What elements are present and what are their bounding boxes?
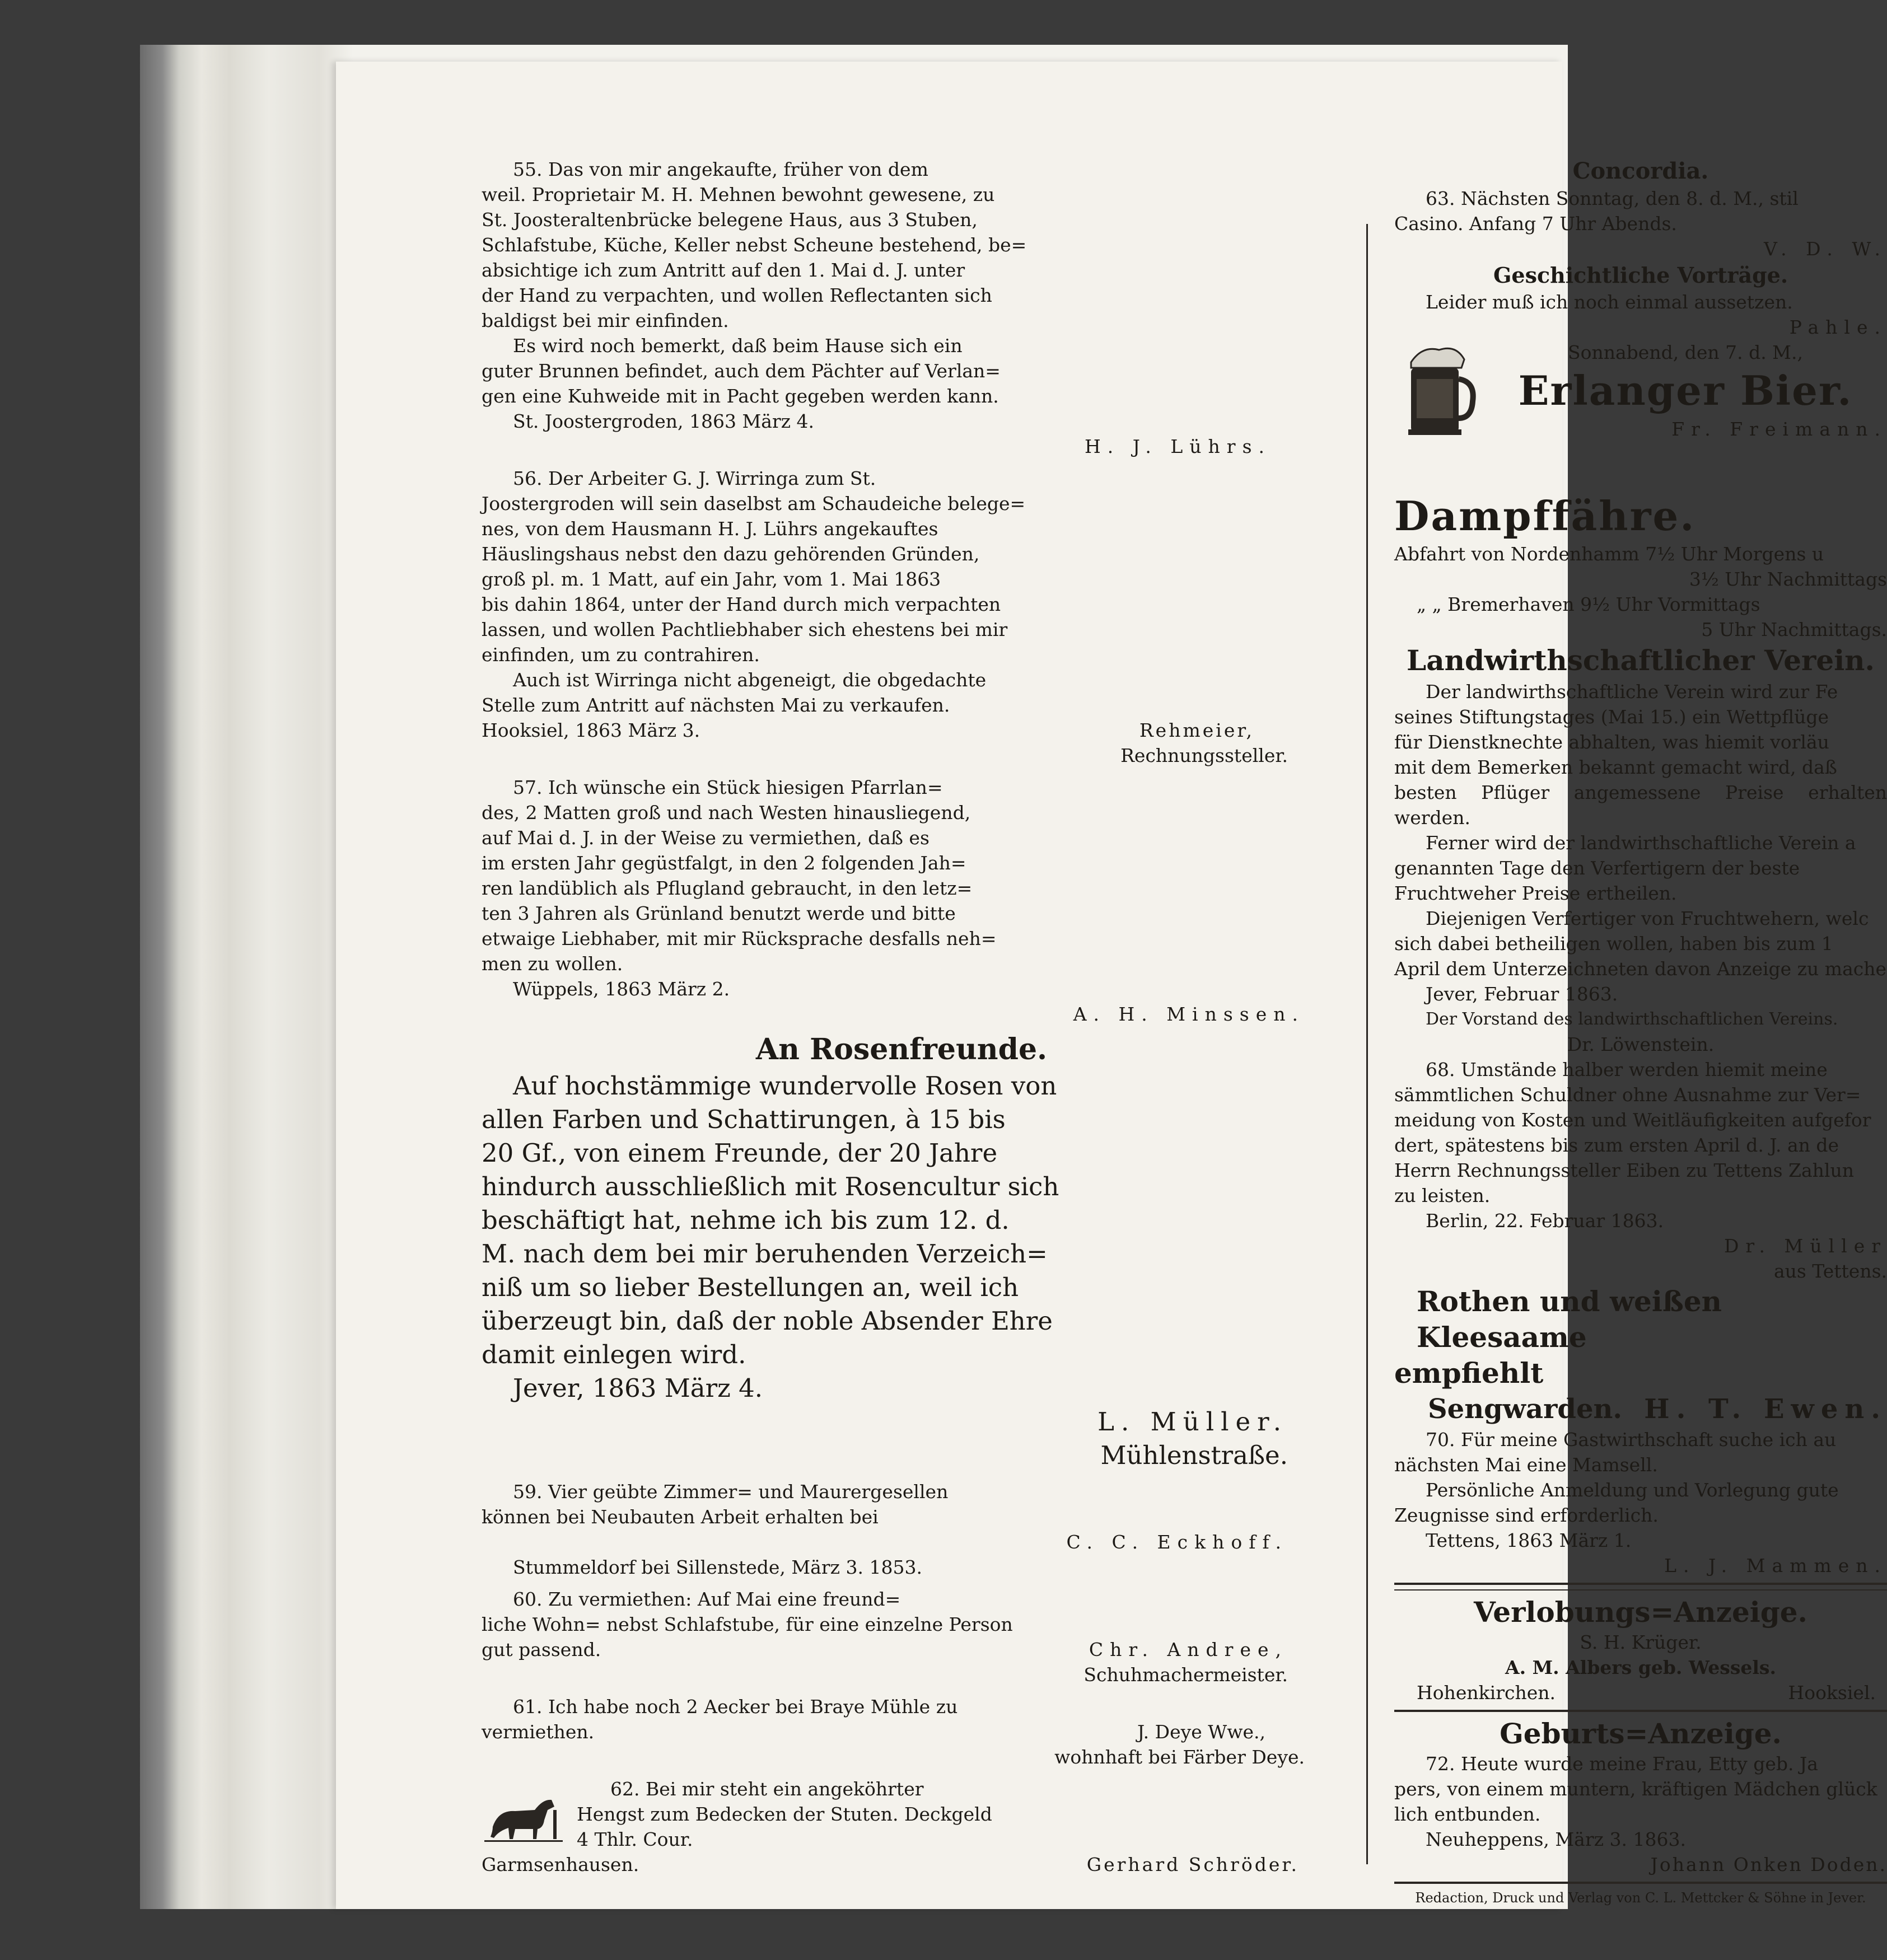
text-line: niß um so lieber Bestellungen an, weil ich (482, 1273, 1019, 1302)
right-column (1394, 157, 1887, 1907)
text-line: bis dahin 1864, unter der Hand durch mich verpachten (482, 593, 1001, 615)
ad-bier (1394, 340, 1887, 491)
text-line: können bei Neubauten Arbeit erhalten bei (482, 1506, 879, 1528)
divider-rule (1394, 1882, 1887, 1884)
text-line: Joostergroden will sein daselbst am Schaudeiche belege= (482, 493, 1026, 514)
ad-61 (482, 1694, 1321, 1770)
ad-56 (482, 466, 1321, 768)
ad-roses (482, 1069, 1321, 1472)
ad-59 (482, 1479, 1321, 1580)
place-date: Jever, Februar 1863. (1426, 983, 1618, 1005)
text-line: Hengst zum Bedecken der Stuten. Deckgeld (577, 1803, 992, 1825)
text-line: absichtige ich zum Antritt auf den 1. Mai d. J. unter (482, 259, 965, 281)
text-line: Häuslingshaus nebst den dazu gehörenden Gründen, (482, 543, 980, 565)
ad-72 (1394, 1751, 1887, 1877)
newspaper-page (336, 62, 1887, 1909)
text-line: Fruchtweher Preise ertheilen. (1394, 882, 1677, 904)
column-divider (1366, 224, 1368, 1864)
geburt-heading: Geburts=Anzeige. (1500, 1717, 1782, 1750)
signature: Johann Onken Doden. (1650, 1854, 1887, 1875)
text-line: 57. Ich wünsche ein Stück hiesigen Pfarrlan= (513, 776, 943, 798)
text-line: weil. Proprietair M. H. Mehnen bewohnt gewesene, zu (482, 184, 995, 205)
text-line: 56. Der Arbeiter G. J. Wirringa zum St. (513, 467, 876, 489)
ad-verein (1394, 679, 1887, 1057)
divider-rule (1394, 1589, 1887, 1591)
text-line: meidung von Kosten und Weitläufigkeiten aufgefor (1394, 1109, 1871, 1131)
text-line: April dem Unterzeichneten davon Anzeige zu mache (1394, 958, 1887, 980)
text-line: baldigst bei mir einfinden. (482, 310, 729, 331)
horse-icon (482, 1788, 566, 1844)
text-line: 4 Thlr. Cour. (577, 1828, 693, 1850)
vortraege-heading: Geschichtliche Vorträge. (1493, 263, 1788, 288)
text-line: Wüppels, 1863 März 2. (513, 978, 730, 1000)
verein-heading: Landwirthschaftlicher Verein. (1407, 644, 1875, 677)
text-line: St. Joostergroden, 1863 März 4. (513, 410, 815, 432)
text-line: liche Wohn= nebst Schlafstube, für eine einzelne Person (482, 1613, 1013, 1635)
text-line: überzeugt bin, daß der noble Absender Ehre (482, 1306, 1053, 1336)
place-date: Neuheppens, März 3. 1863. (1426, 1828, 1686, 1850)
signature-title: Mühlenstraße. (1100, 1440, 1288, 1470)
verlobung-heading: Verlobungs=Anzeige. (1474, 1596, 1807, 1629)
text-line: lassen, und wollen Pachtliebhaber sich ehestens bei mir (482, 619, 1008, 640)
ad-62 (482, 1776, 1321, 1877)
place-date: Tettens, 1863 März 1. (1426, 1529, 1632, 1551)
text-line: für Dienstknechte abhalten, was hiemit vorläu (1394, 731, 1829, 753)
text-line: sämmtlichen Schuldner ohne Ausnahme zur Ver= (1394, 1084, 1861, 1106)
ad-57 (482, 775, 1321, 1027)
text-line: vermiethen. (482, 1721, 595, 1743)
roses-heading: An Rosenfreunde. (755, 1032, 1048, 1066)
signature: Gerhard Schröder. (1086, 1854, 1299, 1875)
text-line: St. Joosteraltenbrücke belegene Haus, aus 3 Stuben, (482, 209, 978, 231)
text-line: seines Stiftungstages (Mai 15.) ein Wettpflüge (1394, 706, 1829, 728)
text-line: hindurch ausschließlich mit Rosencultur sich (482, 1172, 1059, 1201)
imprint: Redaction, Druck und Verlag von C. L. Mettcker & Söhne in Jever. (1415, 1890, 1866, 1906)
text-line: genannten Tage den Verfertigern der beste (1394, 857, 1800, 879)
signature: J. Deye Wwe., (1137, 1721, 1265, 1743)
faehre-heading: Dampffähre. (1394, 492, 1696, 540)
place-date: Berlin, 22. Februar 1863. (1426, 1210, 1664, 1232)
text-line: 70. Für meine Gastwirthschaft suche ich au (1426, 1429, 1837, 1451)
text-line: 62. Bei mir steht ein angeköhrter (610, 1778, 924, 1800)
signature-name: Dr. Löwenstein. (1567, 1033, 1715, 1055)
text-line: allen Farben und Schattirungen, à 15 bis (482, 1105, 1006, 1134)
text-line: men zu wollen. (482, 953, 623, 975)
ad-vortraege (1394, 289, 1887, 340)
ad-55 (482, 157, 1321, 459)
text-line: nes, von dem Hausmann H. J. Lührs angekauftes (482, 518, 938, 540)
klee-heading-2: empfiehlt (1394, 1356, 1544, 1390)
text-line: mit dem Bemerken bekannt gemacht wird, daß (1394, 756, 1837, 778)
text-line: „ „ Bremerhaven 9½ Uhr Vormittags (1417, 593, 1760, 615)
text-line: 20 Gf., von einem Freunde, der 20 Jahre (482, 1138, 998, 1168)
text-line: 3½ Uhr Nachmittags (1689, 568, 1887, 590)
signature-title: Schuhmachermeister. (1083, 1664, 1288, 1686)
signature: Dr. Müller (1723, 1235, 1887, 1257)
text-line: M. nach dem bei mir beruhenden Verzeich= (482, 1239, 1048, 1269)
text-line: ren landüblich als Pflugland gebraucht, in den letz= (482, 877, 973, 899)
text-line: groß pl. m. 1 Matt, auf ein Jahr, vom 1. Mai 1863 (482, 568, 941, 590)
ad-68 (1394, 1057, 1887, 1284)
text-line: dert, spätestens bis zum ersten April d. J. an de (1394, 1134, 1839, 1156)
place: Garmsenhausen. (482, 1854, 639, 1875)
signature: Chr. Andree, (1089, 1639, 1288, 1660)
text-line: Leider muß ich noch einmal aussetzen. (1426, 291, 1793, 313)
signature: Fr. Freimann. (1671, 418, 1887, 440)
signature: V. D. W. (1764, 238, 1887, 260)
text-line: nächsten Mai eine Mamsell. (1394, 1454, 1658, 1476)
ad-faehre (1394, 541, 1887, 642)
signature: Pahle. (1789, 316, 1887, 338)
text-line: Auf hochstämmige wundervolle Rosen von (513, 1071, 1057, 1101)
text-line: auf Mai d. J. in der Weise zu vermiethen, daß es (482, 827, 930, 849)
text-line: guter Brunnen befindet, auch dem Pächter auf Verlan= (482, 360, 1001, 382)
text-line: einfinden, um zu contrahiren. (482, 644, 760, 666)
text-line: gut passend. (482, 1639, 601, 1660)
text-line: Ferner wird der landwirthschaftliche Verein a (1426, 832, 1856, 854)
text-line: gen eine Kuhweide mit in Pacht gegeben werden kann. (482, 385, 999, 407)
date-line: Sonnabend, den 7. d. M., (1568, 342, 1803, 363)
text-line: etwaige Liebhaber, mit mir Rücksprache desfalls neh= (482, 928, 997, 949)
text-line: 72. Heute wurde meine Frau, Etty geb. Ja (1426, 1753, 1818, 1775)
text-line: 63. Nächsten Sonntag, den 8. d. M., stil (1426, 188, 1799, 209)
place-date: Jever, 1863 März 4. (513, 1373, 763, 1403)
signature: H. J. Lührs. (1084, 436, 1271, 457)
text-line: Herrn Rechnungssteller Eiben zu Tettens Zahlun (1394, 1159, 1854, 1181)
text-line: des, 2 Matten groß und nach Westen hinausliegend, (482, 802, 971, 824)
place-date: Stummeldorf bei Sillenstede, März 3. 1853. (513, 1556, 922, 1578)
text-line: 61. Ich habe noch 2 Aecker bei Braye Mühle zu (513, 1696, 958, 1718)
signature: C. C. Eckhoff. (1066, 1531, 1288, 1553)
bier-heading: Erlanger Bier. (1518, 367, 1853, 414)
text-line: 59. Vier geübte Zimmer= und Maurergesellen (513, 1481, 949, 1503)
signature: L. J. Mammen. (1664, 1555, 1887, 1577)
klee-heading: Rothen und weißen Kleesaame (1417, 1285, 1722, 1354)
ad-70 (1394, 1427, 1887, 1578)
text-line: Auch ist Wirringa nicht abgeneigt, die obgedachte (513, 669, 987, 691)
divider-rule (1394, 1583, 1887, 1585)
klee-signature (1394, 1391, 1887, 1427)
text-line: Schlafstube, Küche, Keller nebst Scheune bestehend, be= (482, 234, 1027, 256)
text-line: im ersten Jahr gegüstfalgt, in den 2 folgenden Jah= (482, 852, 966, 874)
text-line: Abfahrt von Nordenhamm 7½ Uhr Morgens u (1394, 543, 1824, 565)
place: Sengwarden. (1428, 1393, 1623, 1425)
text-line: Zeugnisse sind erforderlich. (1394, 1504, 1659, 1526)
text-line: besten Pflüger angemessene Preise erhalten werden. (1394, 782, 1887, 829)
place-date: Hooksiel, 1863 März 3. (482, 719, 700, 741)
signature-title: Rechnungssteller. (1120, 745, 1288, 766)
text-line: zu leisten. (1394, 1185, 1491, 1206)
text-line: 68. Umstände halber werden hiemit meine (1426, 1059, 1828, 1080)
text-line: ten 3 Jahren als Grünland benutzt werde und bitte (482, 902, 956, 924)
ad-verlobung (1394, 1630, 1887, 1705)
text-line: 5 Uhr Nachmittags. (1701, 619, 1887, 640)
text-line: Casino. Anfang 7 Uhr Abends. (1394, 213, 1677, 235)
text-line: Der landwirthschaftliche Verein wird zur Fe (1426, 681, 1838, 703)
text-line: sich dabei betheiligen wollen, haben bis zum 1 (1394, 933, 1833, 955)
ad-63 (1394, 186, 1887, 261)
text-line: 60. Zu vermiethen: Auf Mai eine freund= (513, 1588, 901, 1610)
divider-rule (1394, 1710, 1887, 1712)
beer-mug-icon (1394, 340, 1478, 441)
text-line: pers, von einem muntern, kräftigen Mädchen glück (1394, 1778, 1877, 1800)
text-line: Stelle zum Antritt auf nächsten Mai zu verkaufen. (482, 694, 950, 716)
text-line: 55. Das von mir angekaufte, früher von dem (513, 158, 928, 180)
text-line: Persönliche Anmeldung und Vorlegung gute (1426, 1479, 1839, 1501)
name: A. M. Albers geb. Wessels. (1505, 1657, 1776, 1678)
place: Hooksiel. (1788, 1682, 1876, 1704)
text-line: der Hand zu verpachten, und wollen Reflectanten sich (482, 284, 992, 306)
text-line: beschäftigt hat, nehme ich bis zum 12. d. (482, 1205, 1010, 1235)
text-line: lich entbunden. (1394, 1803, 1541, 1825)
text-line: damit einlegen wird. (482, 1340, 746, 1369)
signature: H. T. Ewen. (1644, 1393, 1887, 1425)
signature-title: wohnhaft bei Färber Deye. (1054, 1746, 1305, 1768)
left-column (482, 157, 1321, 1877)
signature: L. Müller. (1097, 1407, 1288, 1437)
text-line: Diejenigen Verfertiger von Fruchtwehern, welc (1426, 908, 1869, 929)
signature: A. H. Minssen. (1073, 1003, 1305, 1025)
signature: Rehmeier, (1139, 719, 1254, 741)
ad-60 (482, 1587, 1321, 1687)
signature-title: aus Tettens. (1773, 1260, 1887, 1282)
text-line: Es wird noch bemerkt, daß beim Hause sich ein (513, 335, 963, 357)
concordia-heading: Concordia. (1572, 158, 1709, 184)
name: S. H. Krüger. (1580, 1631, 1702, 1653)
signature: Der Vorstand des landwirthschaftlichen Vereins. (1426, 1009, 1838, 1029)
place: Hohenkirchen. (1417, 1682, 1556, 1704)
